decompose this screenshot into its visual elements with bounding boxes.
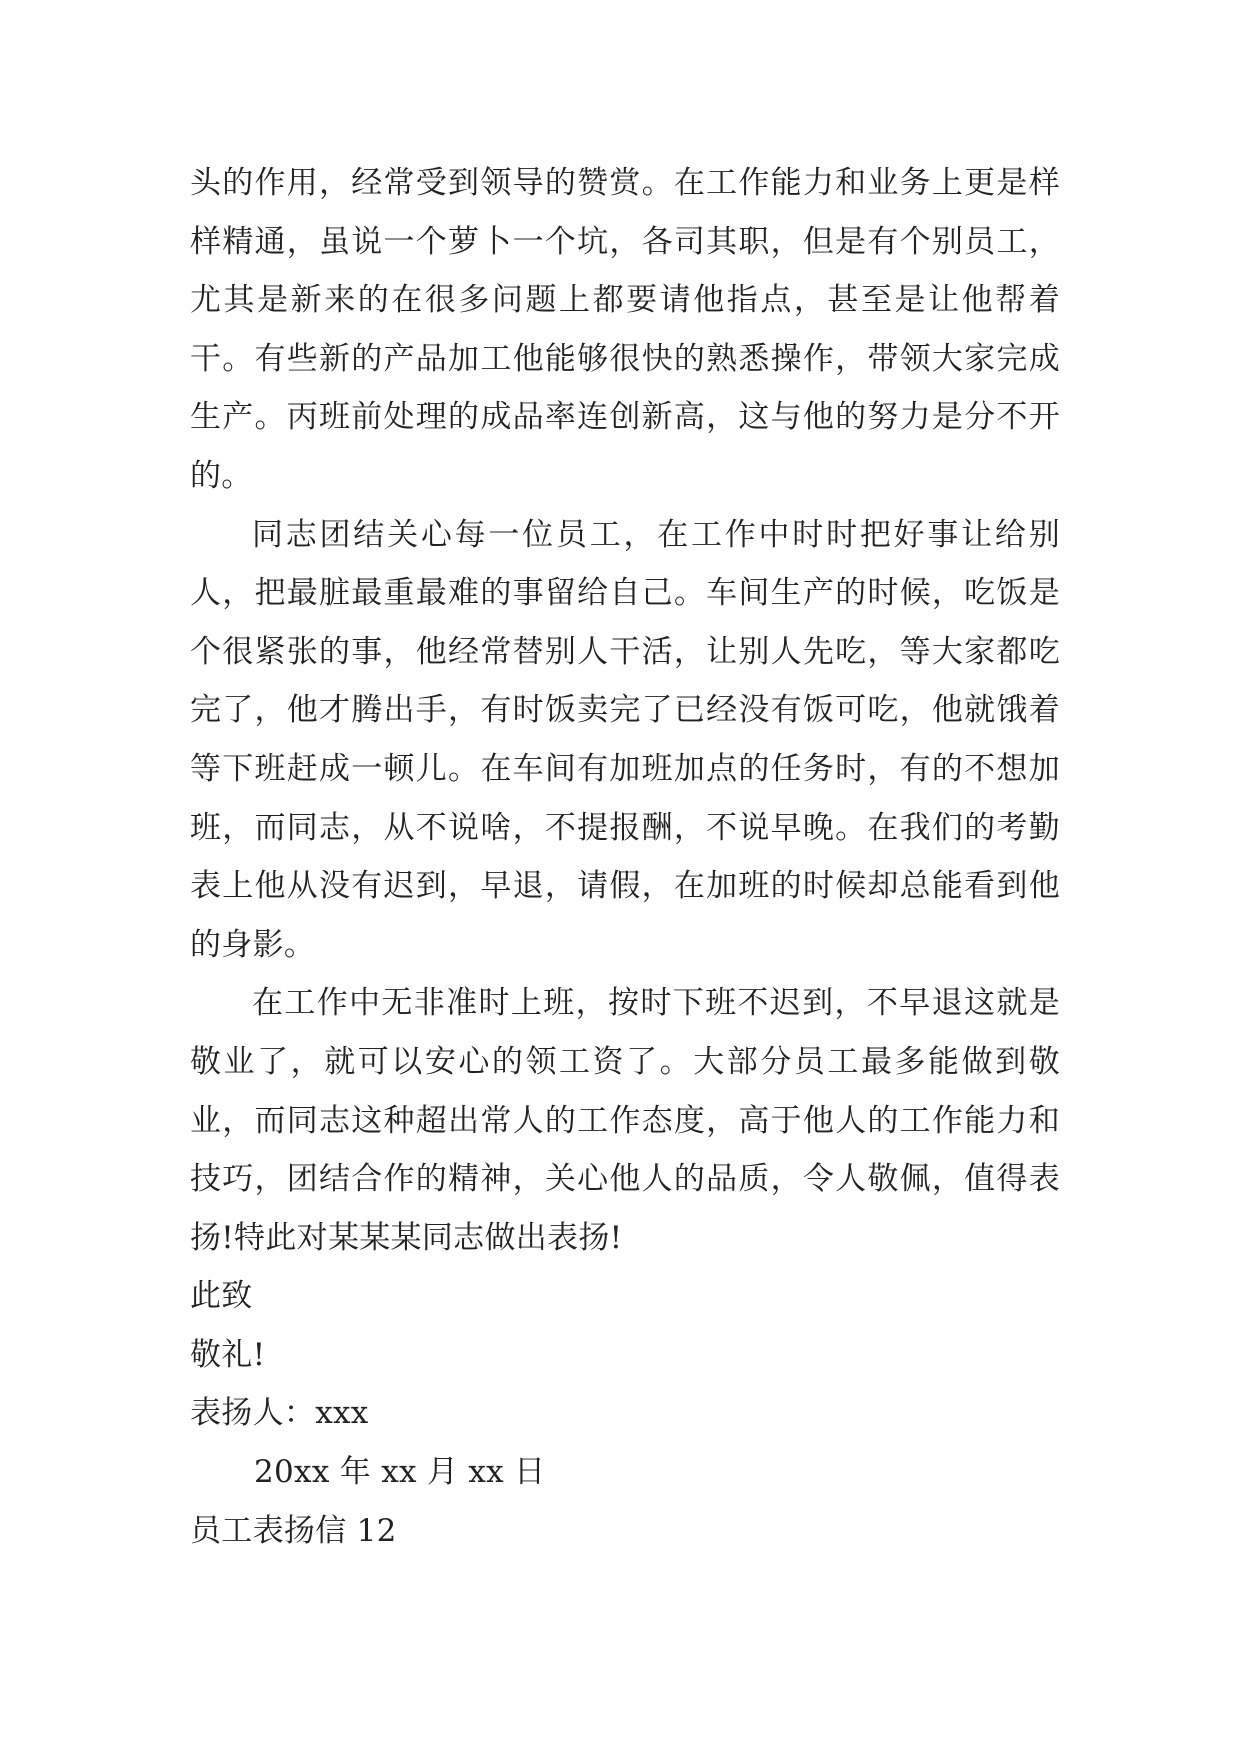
paragraph-continued: 头的作用，经常受到领导的赞赏。在工作能力和业务上更是样样精通，虽说一个萝卜一个坑，各司其职，但是有个别员工，尤其是新来的在很多问题上都要请他指点，甚至是让他帮着干。有些新的产品加工他能够很快的熟悉操作，带领大家完成生产。丙班前处理的成品率连创新高，这与他的努力是分不开的。 xyxy=(190,165,1060,494)
paragraph-team-spirit: 同志团结关心每一位员工，在工作中时时把好事让给别人，把最脏最重最难的事留给自己。车间生产的时候，吃饭是个很紧张的事，他经常替别人干活，让别人先吃，等大家都吃完了，他才腾出手，有时饭卖完了已经没有饭可吃，他就饿着等下班赶成一顿儿。在车间有加班加点的任务时，有的不想加班，而同志，从不说啥，不提报酬，不说早晚。在我们的考勤表上他从没有迟到，早退，请假，在加班的时候却总能看到他的身影。 xyxy=(190,516,1060,963)
letter-body xyxy=(190,154,1060,1560)
date-line: 20xx 年 xx 月 xx 日 xyxy=(254,1454,546,1491)
next-letter-title: 员工表扬信 12 xyxy=(190,1512,397,1549)
closing-salutation: 此致 xyxy=(190,1278,253,1315)
signer-line: 表扬人：xxx xyxy=(190,1395,369,1432)
closing-regards: 敬礼! xyxy=(190,1336,266,1373)
paragraph-conclusion: 在工作中无非准时上班，按时下班不迟到，不早退这就是敬业了，就可以安心的领工资了。大部分员工最多能做到敬业，而同志这种超出常人的工作态度，高于他人的工作能力和技巧，团结合作的精神，关心他人的品质，令人敬佩，值得表扬!特此对某某某同志做出表扬! xyxy=(190,985,1060,1256)
